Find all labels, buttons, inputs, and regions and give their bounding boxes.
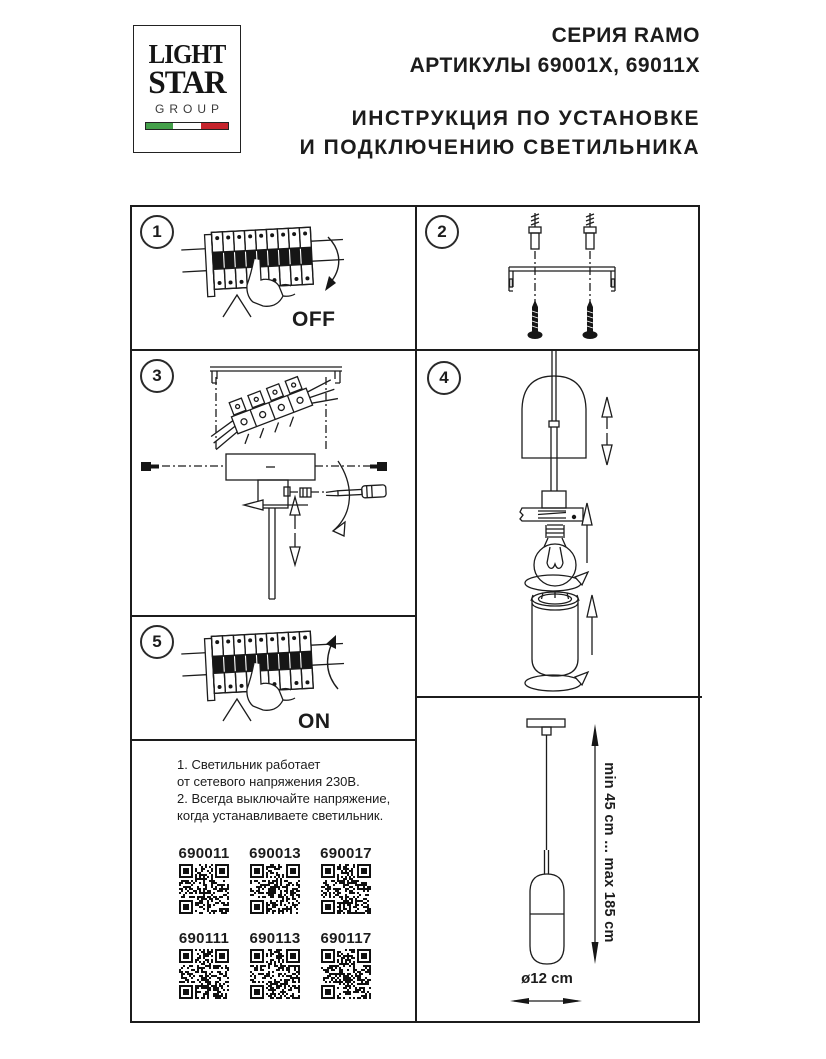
article-qr-grid — [177, 845, 373, 999]
qr-item — [177, 930, 231, 999]
article-number: 690113 — [249, 930, 301, 947]
instruction-title-line2: И ПОДКЛЮЧЕНИЮ СВЕТИЛЬНИКА — [299, 136, 700, 159]
step-4-number: 4 — [439, 368, 449, 387]
canopy-assembly-diagram — [132, 351, 415, 615]
articles-line: АРТИКУЛЫ 69001X, 69011X — [409, 54, 700, 77]
qr-item — [248, 845, 302, 914]
off-label: OFF — [292, 308, 336, 331]
article-number: 690013 — [249, 845, 301, 862]
qr-item — [248, 930, 302, 999]
dimensions-panel — [417, 698, 702, 1025]
step-5-number: 5 — [152, 632, 162, 651]
notes-panel — [132, 741, 415, 1025]
breaker-off-diagram — [132, 207, 415, 349]
flag-red — [201, 123, 228, 129]
article-number: 690117 — [320, 930, 372, 947]
qr-code — [321, 949, 371, 999]
logo-word-star: STAR — [148, 65, 226, 101]
article-number: 690111 — [178, 930, 230, 947]
header-series-block — [410, 21, 700, 81]
mounting-hardware-diagram — [417, 207, 702, 349]
diameter-label: ø12 cm — [521, 970, 573, 987]
qr-item — [319, 845, 373, 914]
series-title: СЕРИЯ RAMO — [551, 24, 700, 47]
instruction-title-line1: ИНСТРУКЦИЯ ПО УСТАНОВКЕ — [351, 107, 700, 130]
qr-code — [250, 949, 300, 999]
step-1-number: 1 — [152, 222, 162, 241]
safety-notes — [177, 756, 407, 824]
note-line: когда устанавливаете светильник. — [177, 808, 384, 823]
flag-green — [146, 123, 173, 129]
step-1-panel — [132, 207, 415, 349]
qr-item — [177, 845, 231, 914]
qr-item — [319, 930, 373, 999]
step-2-number: 2 — [437, 222, 447, 241]
logo-word-light: LIGHT — [148, 39, 226, 69]
height-range-label: min 45 cm ... max 185 cm — [601, 762, 617, 943]
qr-code — [179, 864, 229, 914]
qr-code — [321, 864, 371, 914]
flag-white — [173, 123, 200, 129]
italian-flag-bar — [145, 122, 229, 130]
step-4-panel — [417, 351, 702, 696]
instruction-grid — [130, 205, 700, 1023]
header-instruction-title — [300, 104, 700, 162]
article-number: 690011 — [178, 845, 230, 862]
step-2-panel — [417, 207, 702, 349]
lightstar-logo — [133, 25, 241, 153]
breaker-on-diagram — [132, 617, 415, 739]
on-label: ON — [298, 710, 331, 733]
step-3-panel — [132, 351, 415, 615]
note-line: от сетевого напряжения 230В. — [177, 774, 360, 789]
article-number: 690017 — [320, 845, 372, 862]
qr-code — [250, 864, 300, 914]
note-line: 1. Светильник работает — [177, 757, 321, 772]
qr-code — [179, 949, 229, 999]
lamp-exploded-diagram — [417, 351, 702, 696]
step-5-panel — [132, 617, 415, 739]
logo-word-group: GROUP — [154, 102, 224, 116]
step-3-number: 3 — [152, 366, 162, 385]
note-line: 2. Всегда выключайте напряжение, — [177, 791, 391, 806]
